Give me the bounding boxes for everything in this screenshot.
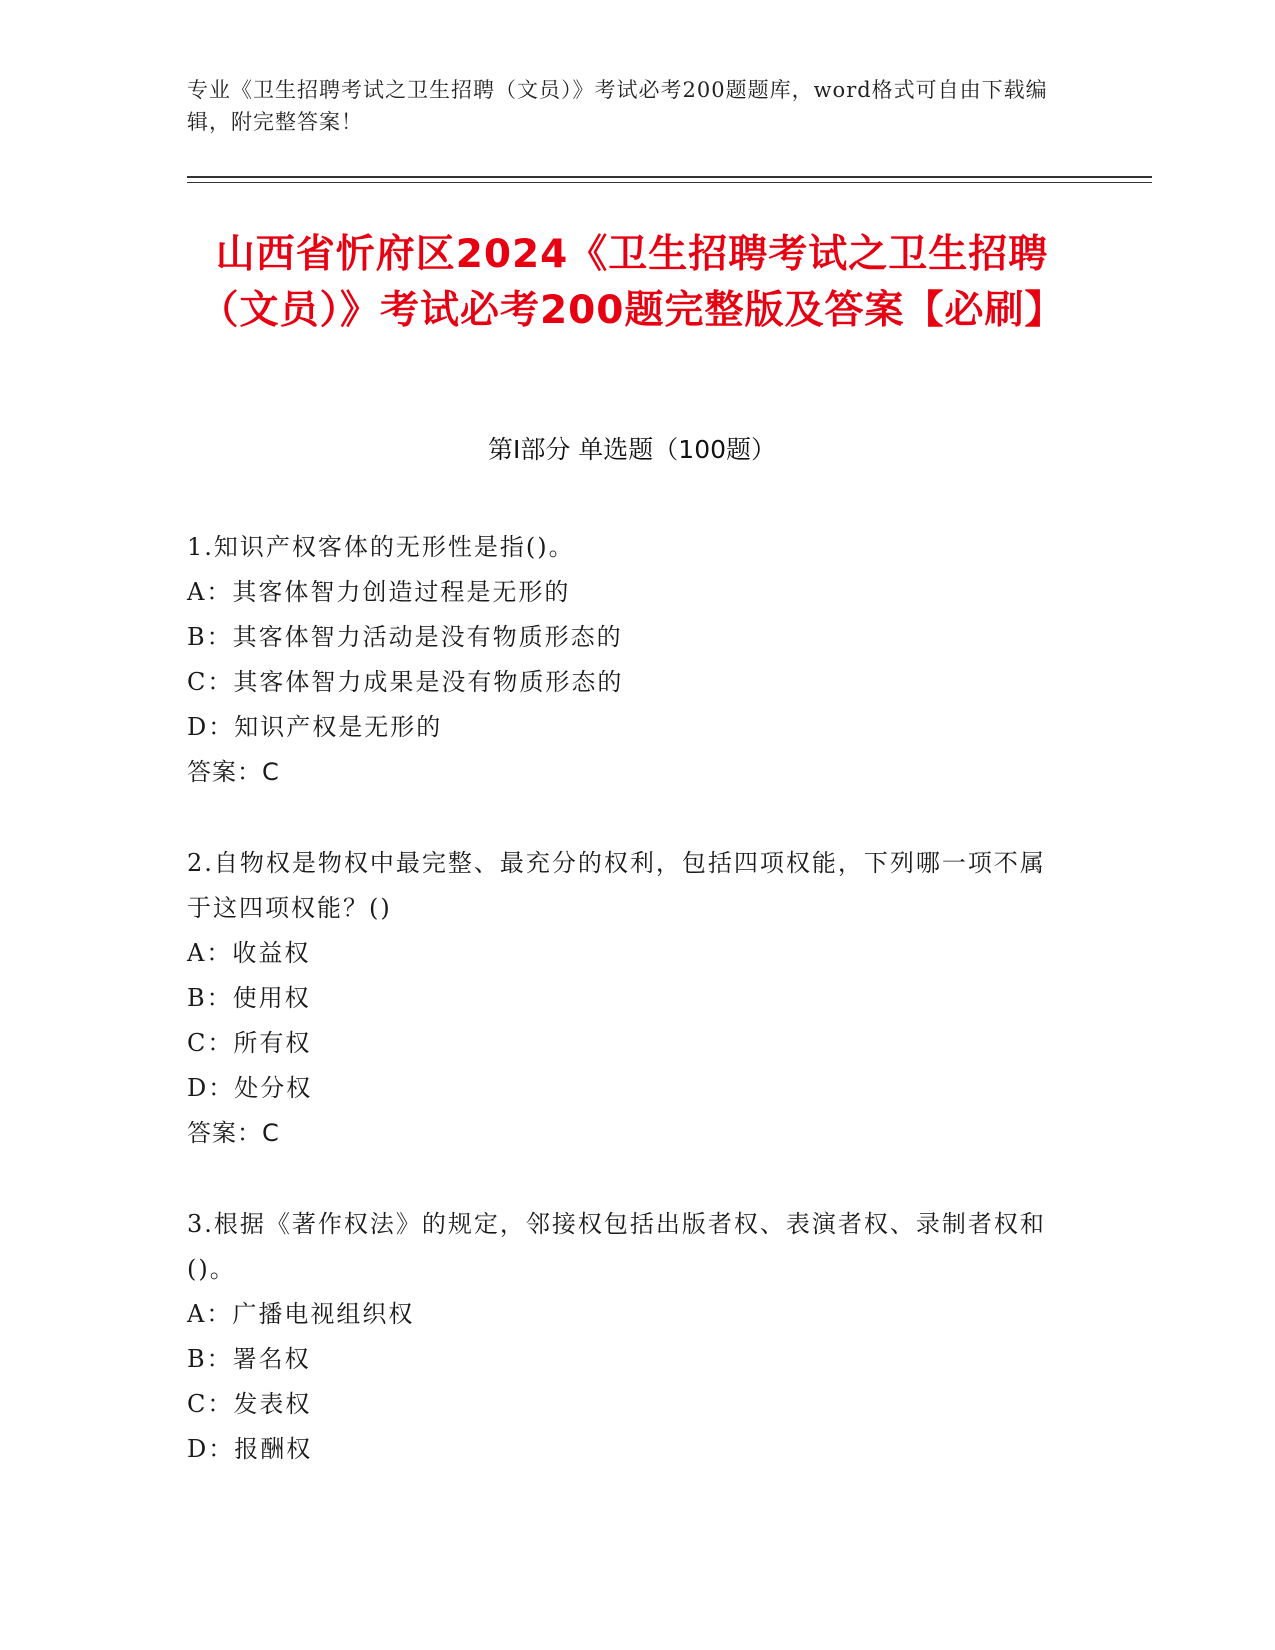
- option-b: B：署名权: [187, 1345, 311, 1373]
- question-list: [187, 525, 1057, 1518]
- question-3: [187, 1202, 1057, 1472]
- option-a: A：收益权: [187, 939, 311, 967]
- option-b: B：其客体智力活动是没有物质形态的: [187, 623, 623, 651]
- question-1: [187, 525, 1057, 795]
- header-divider-thick: [187, 176, 1152, 178]
- option-a: A：其客体智力创造过程是无形的: [187, 578, 571, 606]
- option-b: B：使用权: [187, 984, 311, 1012]
- answer-line: 答案：C: [187, 1119, 280, 1147]
- answer-line: 答案：C: [187, 758, 280, 786]
- section-title: 第I部分 单选题（100题）: [487, 435, 777, 464]
- header-divider-thin: [187, 182, 1152, 183]
- option-d: D：处分权: [187, 1074, 313, 1102]
- option-c: C：发表权: [187, 1390, 312, 1418]
- option-c: C：所有权: [187, 1029, 312, 1057]
- option-d: D：报酬权: [187, 1435, 313, 1463]
- option-c: C：其客体智力成果是没有物质形态的: [187, 668, 624, 696]
- question-2: [187, 841, 1057, 1156]
- question-stem: 2.自物权是物权中最完整、最充分的权利，包括四项权能，下列哪一项不属于这四项权能？(): [187, 849, 1046, 922]
- question-stem: 3.根据《著作权法》的规定，邻接权包括出版者权、表演者权、录制者权和()。: [187, 1210, 1046, 1283]
- document-title: 山西省忻府区2024《卫生招聘考试之卫生招聘（文员）》考试必考200题完整版及答案【必刷】: [199, 232, 1065, 333]
- option-d: D：知识产权是无形的: [187, 713, 443, 741]
- question-stem: 1.知识产权客体的无形性是指()。: [187, 533, 575, 561]
- header-note: 专业《卫生招聘考试之卫生招聘（文员）》考试必考200题题库，word格式可自由下载编辑，附完整答案！: [187, 78, 1048, 134]
- option-a: A：广播电视组织权: [187, 1300, 415, 1328]
